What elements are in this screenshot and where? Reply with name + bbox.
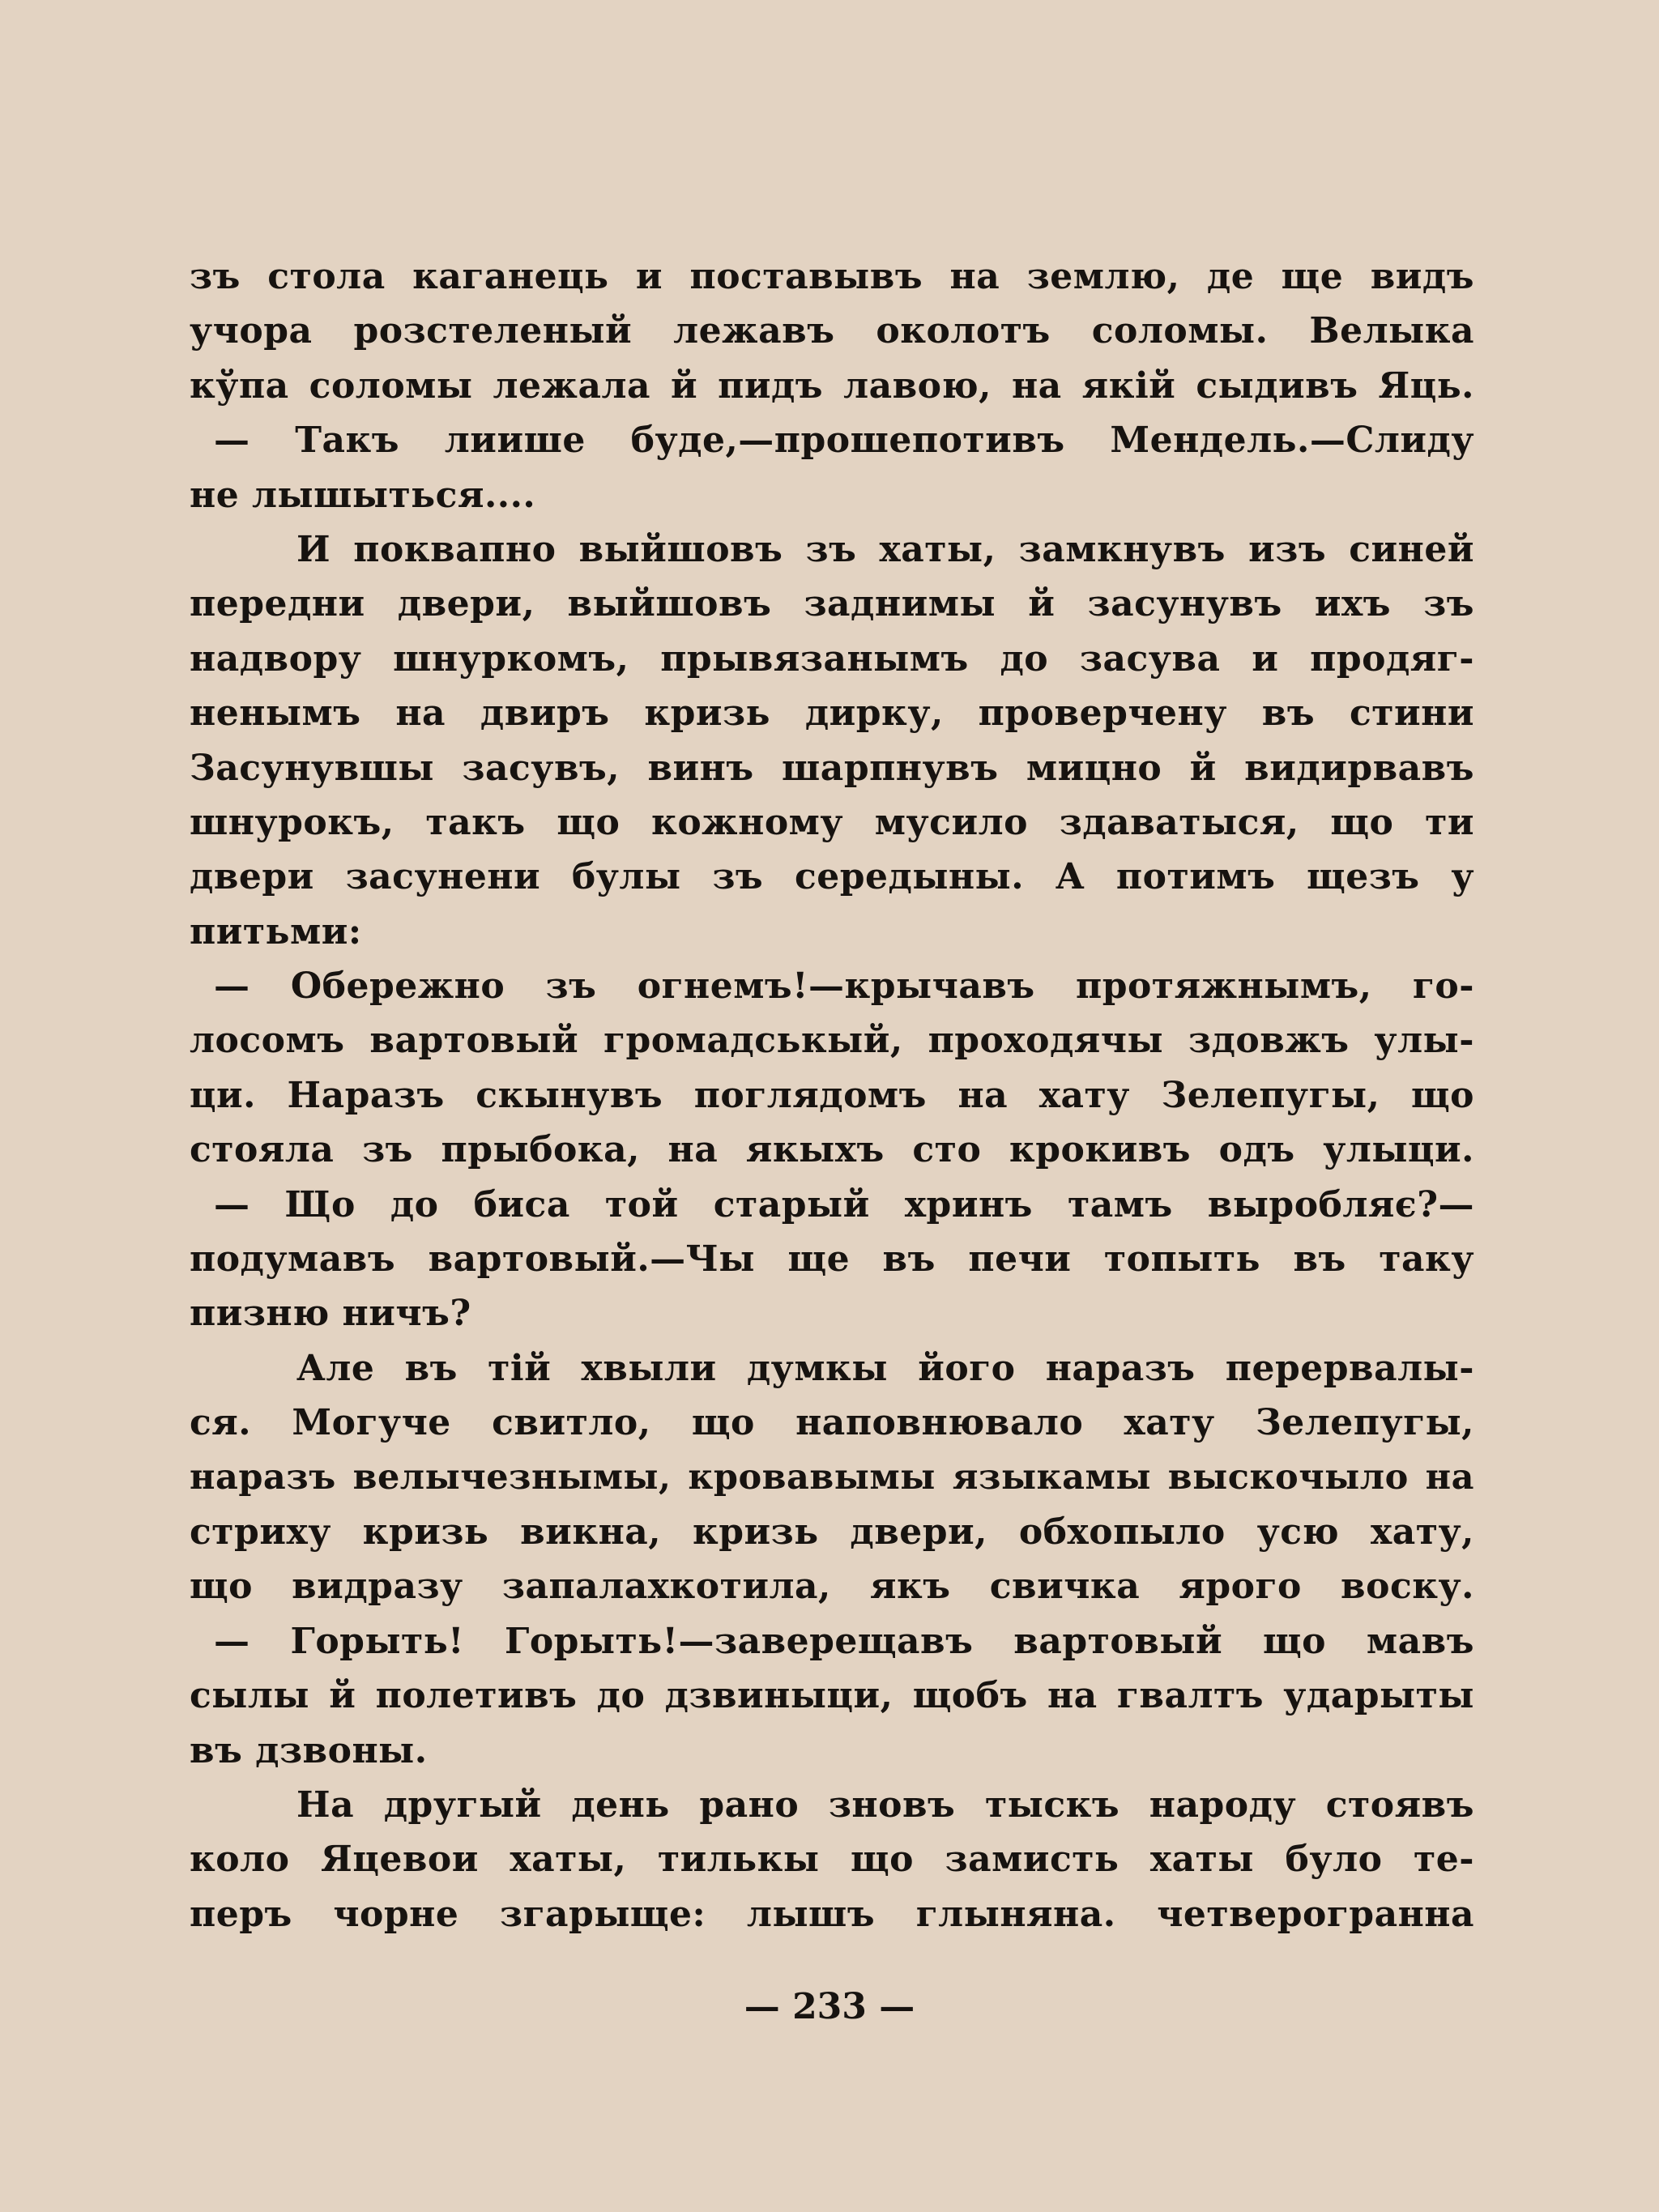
page-number: — 233 —	[744, 1986, 915, 2027]
text-line: наразъ велычезнымы, кровавымы языкамы выскочыло на	[190, 1456, 1474, 1498]
dialogue-line: — Такъ лиише буде,—прошепотивъ Мендель.—Слиду	[214, 420, 1474, 462]
paragraph-start-line: И поквапно выйшовъ зъ хаты, замкнувъ изъ синей	[296, 528, 1474, 570]
text-line: сылы й полетивъ до дзвиныци, щобъ на гвалтъ ударыты	[190, 1675, 1474, 1717]
text-line: ся. Могуче свитло, що наповнювало хату Зелепугы,	[190, 1402, 1474, 1444]
text-line: ненымъ на двиръ кризь дирку, проверчену въ стини	[190, 693, 1474, 735]
text-line: що видразу запалахкотила, якъ свичка ярого воску.	[190, 1566, 1474, 1608]
page-text-body	[190, 249, 1474, 1941]
text-line: зъ стола каганець и поставывъ на землю, де ще видъ	[190, 256, 1474, 297]
text-line: кўпа соломы лежала й пидъ лавою, на якій сыдивъ Яць.	[190, 364, 1474, 407]
text-line: коло Яцевои хаты, тилькы що замисть хаты було те-	[190, 1839, 1474, 1881]
text-line: ци. Наразъ скынувъ поглядомъ на хату Зелепугы, що	[190, 1074, 1474, 1116]
text-line: передни двери, выйшовъ заднимы й засунувъ ихъ зъ	[190, 583, 1474, 625]
dialogue-line: — Обережно зъ огнемъ!—крычавъ протяжнымъ, го-	[214, 965, 1474, 1008]
text-line: стриху кризь викна, кризь двери, обхопыло усю хату,	[190, 1511, 1474, 1553]
text-line: шнурокъ, такъ що кожному мусило здаватыся, що ти	[190, 801, 1474, 843]
paragraph-start-line: Але въ тій хвыли думкы його наразъ перервалы-	[296, 1347, 1474, 1389]
text-line: лосомъ вартовый громадськый, проходячы здовжъ улы-	[190, 1020, 1474, 1062]
paragraph-start-line: На другый день рано зновъ тыскъ народу стоявъ	[296, 1784, 1474, 1826]
text-line: перъ чорне згарыще: лышъ глыняна. четверогранна	[190, 1893, 1474, 1935]
dialogue-line: — Що до биса той старый хринъ тамъ выробляє?—	[214, 1183, 1474, 1225]
text-line: надвору шнуркомъ, прывязанымъ до засува и продяг-	[190, 637, 1474, 680]
text-line: двери засунени булы зъ середыны. А потимъ щезъ у	[190, 856, 1474, 898]
paragraph-end-line: питьми:	[190, 910, 362, 953]
paragraph-end-line: не лышыться....	[190, 474, 536, 516]
text-line: учора розстеленый лежавъ околотъ соломы. Велыка	[190, 310, 1474, 352]
text-line: Засунувшы засувъ, винъ шарпнувъ мицно й видирвавъ	[190, 747, 1474, 789]
text-line: подумавъ вартовый.—Чы ще въ печи топыть въ таку	[190, 1238, 1474, 1281]
dialogue-line: — Горыть! Горыть!—заверещавъ вартовый що мавъ	[214, 1620, 1474, 1662]
paragraph-end-line: въ дзвоны.	[190, 1729, 428, 1771]
text-line: стояла зъ прыбока, на якыхъ сто крокивъ одъ улыци.	[190, 1129, 1474, 1171]
paragraph-end-line: пизню ничъ?	[190, 1293, 471, 1335]
